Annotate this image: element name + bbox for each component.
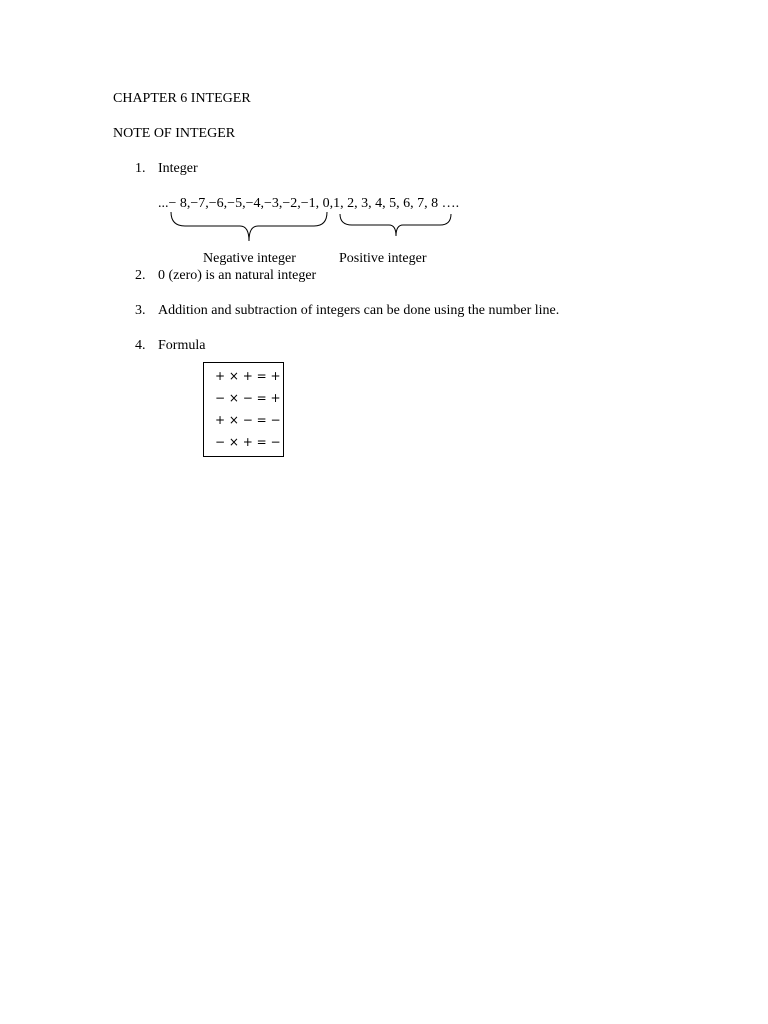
formula-row-3: + × − = − <box>215 413 281 427</box>
negative-integer-label: Negative integer <box>203 251 296 266</box>
formula-row-1: + × + = + <box>215 369 281 383</box>
item-1-text: Integer <box>158 161 198 176</box>
positive-integer-label: Positive integer <box>339 251 427 266</box>
item-2-text: 0 (zero) is an natural integer <box>158 268 317 283</box>
note-heading: NOTE OF INTEGER <box>113 126 236 141</box>
negative-integer-brace <box>171 212 327 241</box>
formula-row-4: − × + = − <box>215 435 281 449</box>
chapter-title: CHAPTER 6 INTEGER <box>113 91 251 106</box>
formula-row-2: − × − = + <box>215 391 281 405</box>
positive-integer-brace <box>340 214 451 236</box>
item-3-number: 3. <box>135 303 146 318</box>
integer-sequence: ...− 8,−7,−6,−5,−4,−3,−2,−1, 0,1, 2, 3, 4, 5, 6, 7, 8 …. <box>158 196 460 211</box>
formula-box <box>203 362 284 457</box>
item-4-text: Formula <box>158 338 206 353</box>
item-3-text: Addition and subtraction of integers can be done using the number line. <box>158 303 560 318</box>
braces-graphic <box>0 0 768 260</box>
item-4-number: 4. <box>135 338 146 353</box>
item-2-number: 2. <box>135 268 146 283</box>
item-1-number: 1. <box>135 161 146 176</box>
